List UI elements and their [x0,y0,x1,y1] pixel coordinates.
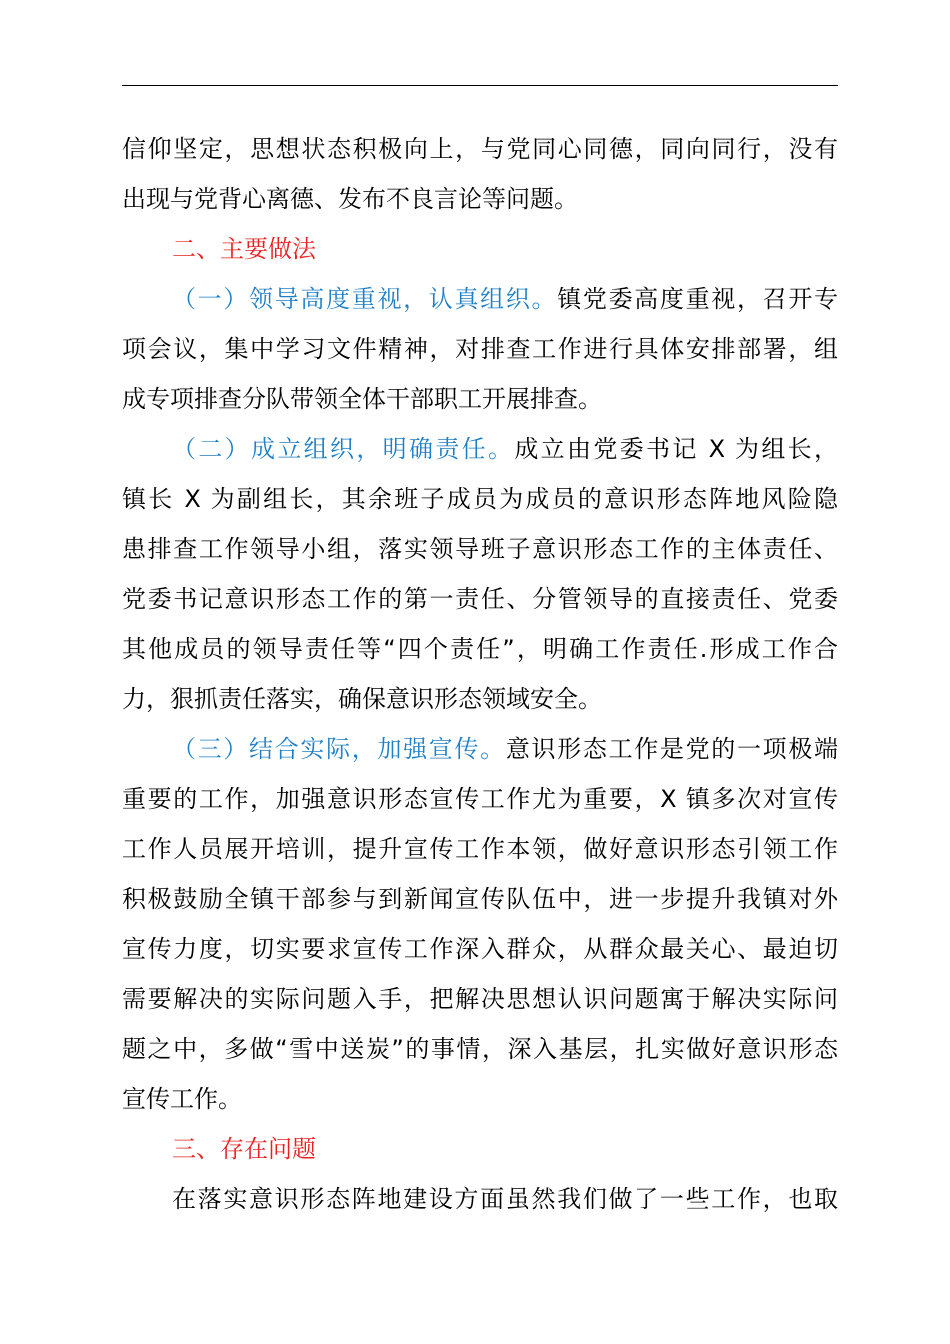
text-line [122,1074,838,1124]
text-line [122,824,838,874]
text-line [122,424,838,474]
body-text: 信仰坚定，思想状态积极向上，与党同心同德，同向同行，没有 [122,135,838,163]
body-text: 宣传力度，切实要求宣传工作深入群众，从群众最关心、最迫切 [122,935,838,963]
text-line [122,274,838,324]
body-text: 宣传工作。 [122,1085,242,1113]
body-text: 工作人员展开培训，提升宣传工作本领，做好意识形态引领工作 [122,835,838,863]
text-line [122,124,838,174]
body-text: 患排查工作领导小组，落实领导班子意识形态工作的主体责任、 [122,535,838,563]
body-text: 意识形态工作是党的一项极端 [505,735,839,763]
text-line [122,474,838,524]
section-heading: 二、主要做法 [172,235,316,263]
text-line [122,324,838,374]
subsection-heading: （三）结合实际，加强宣传。 [172,735,506,763]
text-line [122,974,838,1024]
text-line [122,574,838,624]
section-heading: 三、存在问题 [172,1135,316,1163]
body-text: 需要解决的实际问题入手，把解决思想认识问题寓于解决实际问 [122,985,838,1013]
text-line [122,924,838,974]
body-text: 力，狠抓责任落实，确保意识形态领域安全。 [122,685,602,713]
document-body [122,124,838,1224]
body-text: 积极鼓励全镇干部参与到新闻宣传队伍中，进一步提升我镇对外 [122,885,838,913]
text-line [122,1124,838,1174]
body-text: 党委书记意识形态工作的第一责任、分管领导的直接责任、党委 [122,585,838,613]
text-line [122,1024,838,1074]
subsection-heading: （一）领导高度重视，认真组织。 [172,285,558,313]
body-text: 项会议，集中学习文件精神，对排查工作进行具体安排部署，组 [122,335,838,363]
body-text: 在落实意识形态阵地建设方面虽然我们做了一些工作，也取 [172,1185,838,1213]
body-text: 成专项排查分队带领全体干部职工开展排查。 [122,385,602,413]
body-text: 镇长 X 为副组长，其余班子成员为成员的意识形态阵地风险隐 [122,485,838,513]
body-text: 出现与党背心离德、发布不良言论等问题。 [122,185,578,213]
text-line [122,1174,838,1224]
header-rule [122,85,838,86]
text-line [122,374,838,424]
body-text: 成立由党委书记 X 为组长， [514,435,839,463]
text-line [122,624,838,674]
text-line [122,524,838,574]
text-line [122,724,838,774]
text-line [122,774,838,824]
text-line [122,674,838,724]
body-text: 镇党委高度重视，召开专 [557,285,839,313]
body-text: 重要的工作，加强意识形态宣传工作尤为重要，X 镇多次对宣传 [122,785,838,813]
body-text: 题之中，多做“雪中送炭”的事情，深入基层，扎实做好意识形态 [122,1035,838,1063]
text-line [122,874,838,924]
text-line [122,224,838,274]
body-text: 其他成员的领导责任等“四个责任”，明确工作责任.形成工作合 [122,635,838,663]
text-line [122,174,838,224]
subsection-heading: （二）成立组织，明确责任。 [172,435,515,463]
